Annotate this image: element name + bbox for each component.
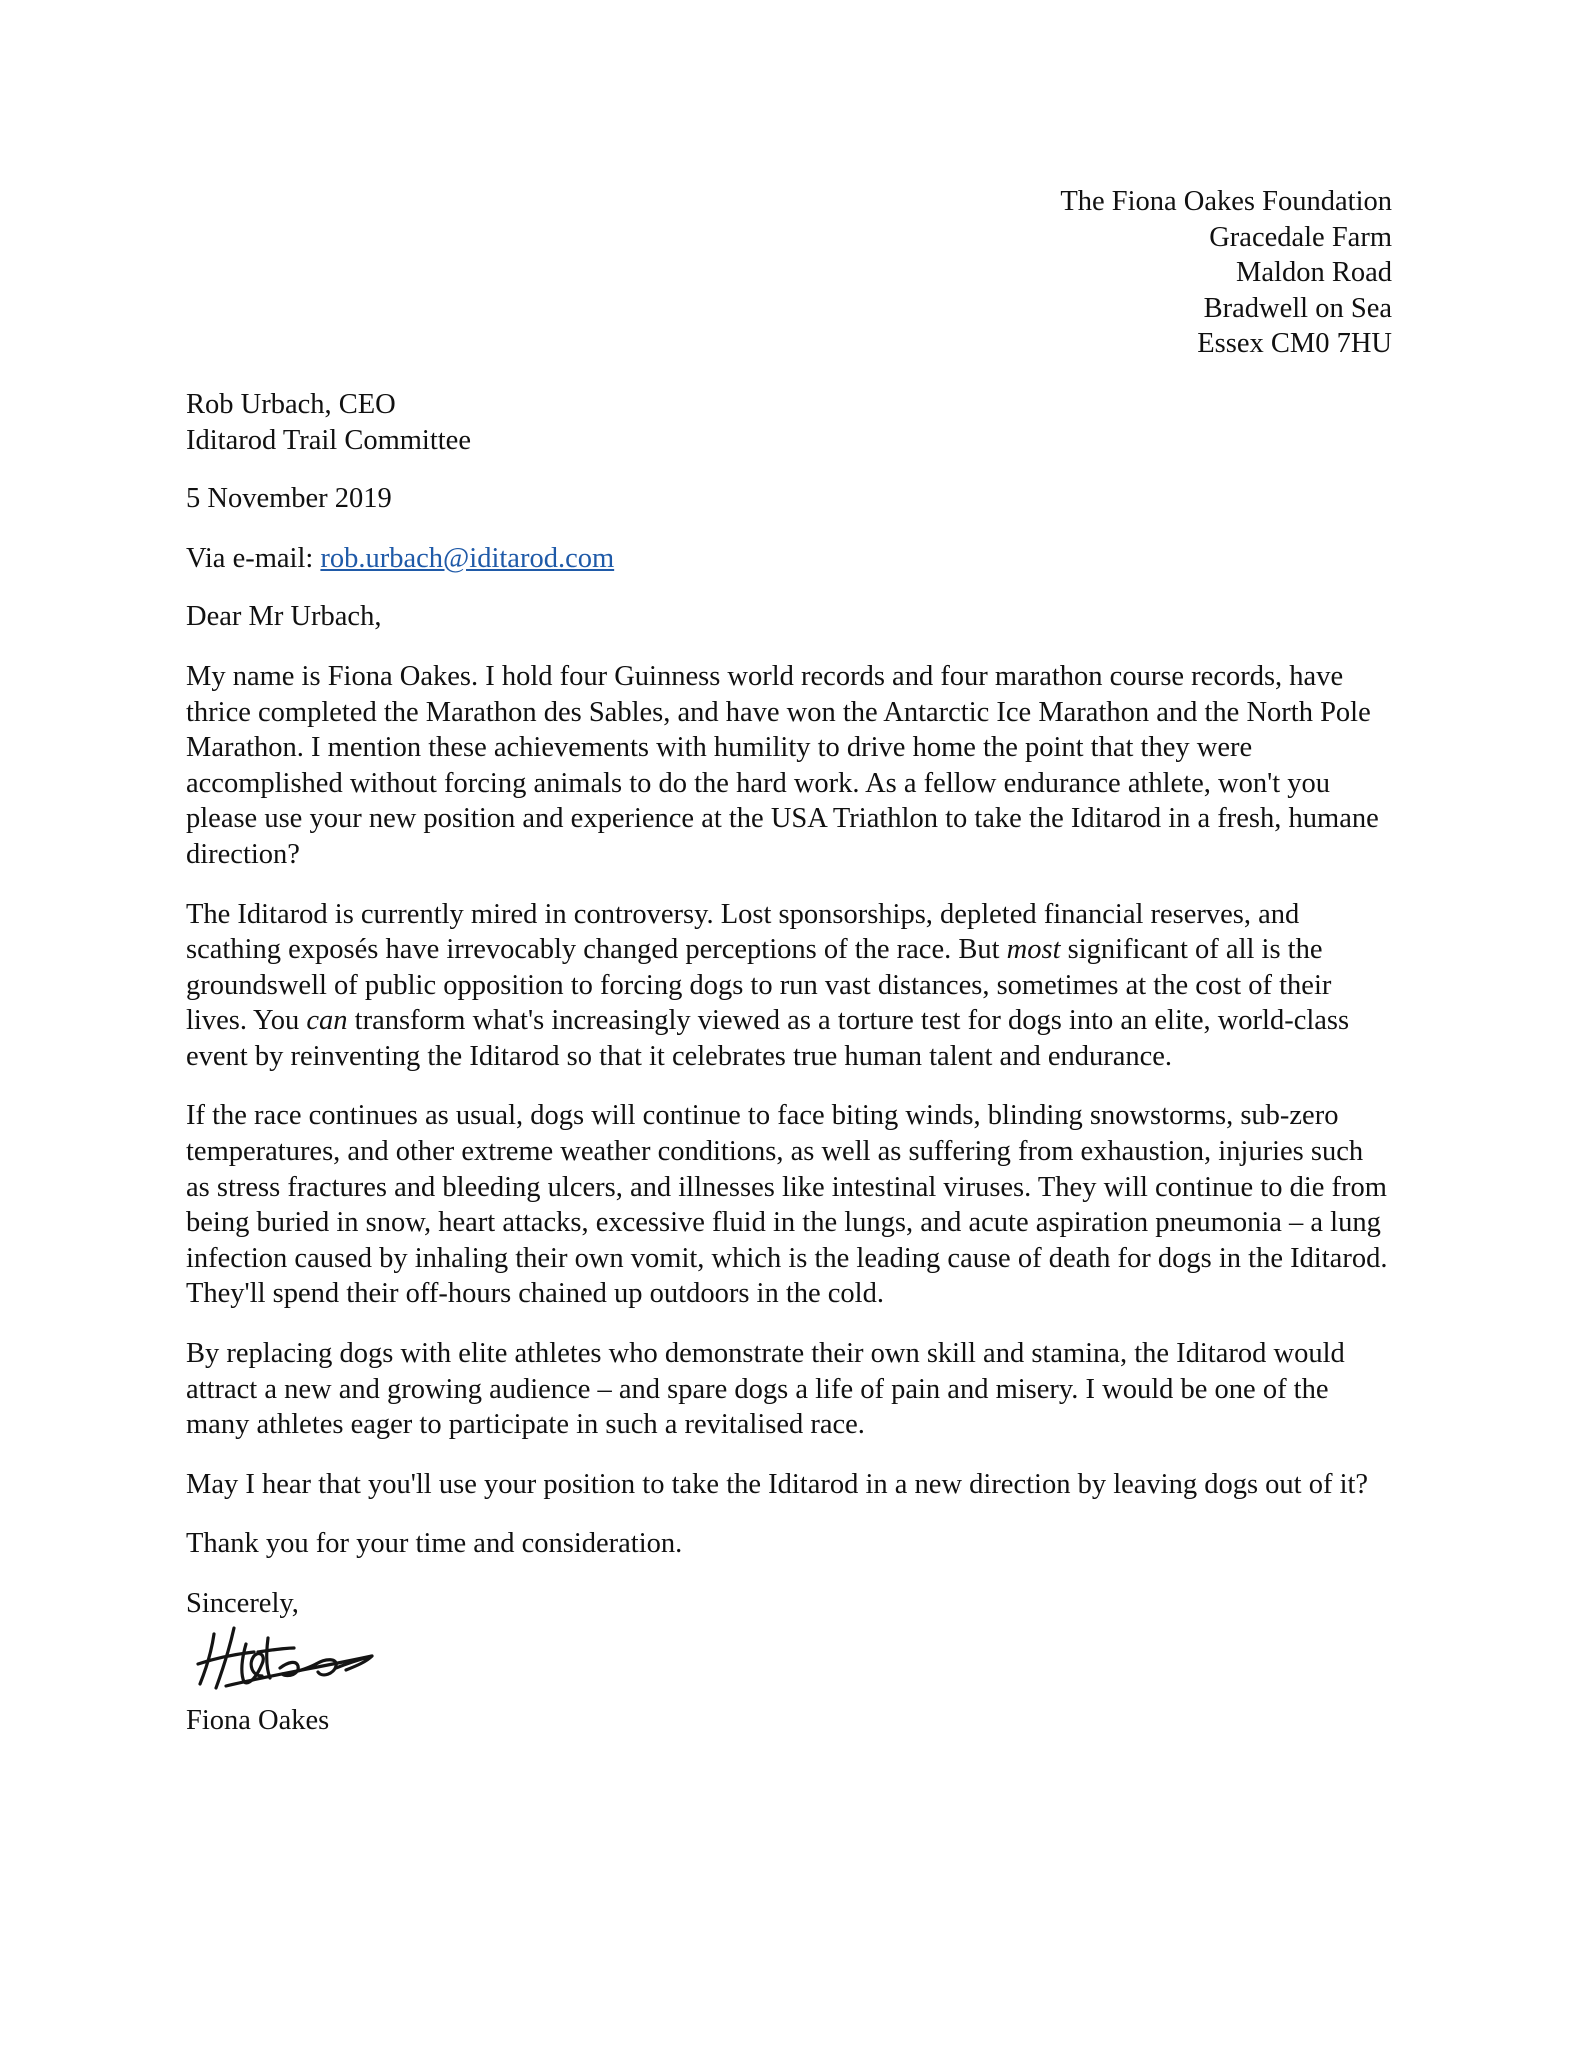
recipient-block [186,387,1392,458]
handwritten-signature-icon [196,1624,396,1694]
signature-area [186,1628,1392,1698]
paragraph-2-part: transform what's increasingly viewed as a torture test for dogs into an elite, world-class event by reinventing the Iditarod so that it celebrates true human talent and endurance. [186,1005,1350,1072]
letter-body [186,184,1392,1738]
via-label: Via e-mail: [186,542,321,574]
sender-line: Essex CM0 7HU [1197,328,1392,360]
sender-line: Maldon Road [1236,257,1392,289]
via-email-line [186,541,1392,577]
paragraph-2-part: significant of all is the groundswell of public opposition to forcing dogs to run vast distances, sometimes at the cost of their lives. You [186,934,1332,1037]
closing: Sincerely, [186,1588,299,1619]
paragraph-1: My name is Fiona Oakes. I hold four Guinness world records and four marathon course records, have thrice completed the Marathon des Sables, and have won the Antarctic Ice Marathon and the North Pole Marathon. I mention these achievements with humility to drive home the point that they were accomplished without forcing animals to do the hard work. As a fellow endurance athlete, won't you please use your new position and experience at the USA Triathlon to take the Iditarod in a fresh, humane direction? [186,660,1379,870]
sender-line: Bradwell on Sea [1203,292,1392,324]
emphasis-can: can [306,1005,348,1037]
recipient-name: Rob Urbach, CEO [186,388,396,420]
sender-line: Gracedale Farm [1209,221,1392,253]
paragraph-4: By replacing dogs with elite athletes who demonstrate their own skill and stamina, the Iditarod would attract a new and growing audience – and spare dogs a life of pain and misery. I would be one of the many athletes eager to participate in such a revitalised race. [186,1338,1345,1441]
recipient-organization: Iditarod Trail Committee [186,424,471,456]
signer-name: Fiona Oakes [186,1704,330,1736]
salutation: Dear Mr Urbach, [186,601,382,633]
paragraph-2-part: The Iditarod is currently mired in controversy. Lost sponsorships, depleted financial reserves, and scathing exposés have irrevocably changed perceptions of the race. But [186,898,1300,966]
emphasis-most: most [1006,934,1061,966]
sender-address [186,184,1392,362]
sender-line: The Fiona Oakes Foundation [1060,186,1392,217]
paragraph-5: May I hear that you'll use your position to take the Iditarod in a new direction by leaving dogs out of it? [186,1468,1369,1500]
letter-date: 5 November 2019 [186,483,392,515]
paragraph-3: If the race continues as usual, dogs will continue to face biting winds, blinding snowstorms, sub-zero temperatures, and other extreme weather conditions, as well as suffering from exhaustion, injuries such as stress fractures and bleeding ulcers, and illnesses like intestinal viruses. They will continue to die from being buried in snow, heart attacks, excessive fluid in the lungs, and acute aspiration pneumonia – a lung infection caused by inhaling their own vomit, which is the leading cause of death for dogs in the Iditarod. They'll spend their off-hours chained up outdoors in the cold. [186,1100,1388,1310]
email-link[interactable]: rob.urbach@iditarod.com [320,542,615,574]
paragraph-6: Thank you for your time and consideration. [186,1528,683,1560]
paragraph-2 [186,897,1392,1075]
